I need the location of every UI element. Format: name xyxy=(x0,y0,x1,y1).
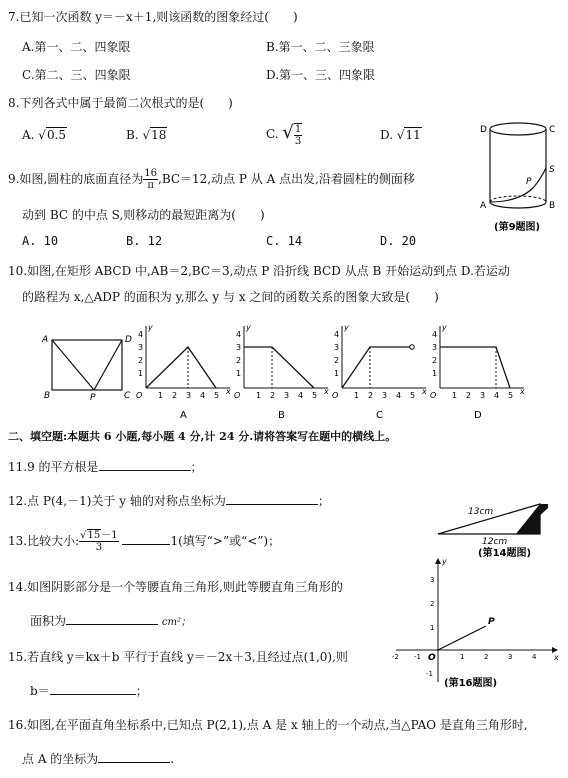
graph-c-y-label: y xyxy=(344,323,349,332)
graph-a-tick-x5: 5 xyxy=(214,391,220,400)
q12-answer-blank[interactable] xyxy=(226,492,318,505)
fig9-caption: (第9题图) xyxy=(494,222,541,233)
q7-option-b: B.第一、二、三象限 xyxy=(266,40,375,54)
fig16-caption: (第16题图) xyxy=(444,678,498,689)
fig16-tick-y2: 2 xyxy=(430,600,435,608)
graph-c-x-label: x xyxy=(422,387,427,396)
graph-a-x-label: x xyxy=(226,387,231,396)
graph-d-tick-x3: 3 xyxy=(480,391,486,400)
graph-d-tick-y1: 1 xyxy=(432,369,438,378)
q9-line2: 动到 BC 的中点 S,则移动的最短距离为( ) xyxy=(22,208,265,222)
rect-label-d: D xyxy=(125,335,132,345)
q8-stem: 8.下列各式中属于最简二次根式的是( ) xyxy=(8,96,233,110)
q9-option-c: C. 14 xyxy=(266,234,303,248)
fig16-tick-xm1: -1 xyxy=(414,653,421,661)
graph-a-tick-x4: 4 xyxy=(200,391,206,400)
graph-b-tick-x2: 2 xyxy=(270,391,276,400)
q8-option-c: C. √ $\frac{1}{3}$ xyxy=(266,122,302,147)
graph-c-letter: C xyxy=(376,410,383,421)
fig16-tick-y1: 1 xyxy=(430,624,435,632)
q10-graph-d xyxy=(432,322,528,420)
cylinder-label-s: S xyxy=(549,165,555,175)
q15-tail: ； xyxy=(135,684,148,698)
graph-b-tick-y4: 4 xyxy=(236,330,242,339)
graph-d-line xyxy=(440,347,510,388)
graph-b-tick-y1: 1 xyxy=(236,369,242,378)
q16-line2-text: 点 A 的坐标为 xyxy=(22,752,99,766)
cylinder-label-c: C xyxy=(549,125,556,135)
graph-a-tick-x1: 1 xyxy=(158,391,164,400)
q13-pre: 13.比较大小: xyxy=(8,534,80,548)
q12-tail: ； xyxy=(317,494,330,508)
graph-c-tick-x3: 3 xyxy=(382,391,388,400)
graph-d-letter: D xyxy=(474,410,482,421)
q7-option-d: D.第一、三、四象限 xyxy=(266,68,376,82)
fig16-point-p: P xyxy=(488,617,495,627)
q9-option-a: A. 10 xyxy=(22,234,59,248)
graph-c-tick-x1: 1 xyxy=(354,391,360,400)
fig16-origin: O xyxy=(428,653,436,663)
q13-num-radicand: 15 xyxy=(87,530,101,541)
cylinder-label-d: D xyxy=(480,125,487,135)
graph-a-tick-y1: 1 xyxy=(138,369,144,378)
fig16-tick-y3: 3 xyxy=(430,576,435,584)
rect-label-p: P xyxy=(90,393,96,403)
q15-answer-blank[interactable] xyxy=(50,682,136,695)
graph-a-line xyxy=(146,347,216,388)
graph-a-letter: A xyxy=(180,410,187,421)
graph-b-tick-x3: 3 xyxy=(284,391,290,400)
graph-b-origin: O xyxy=(234,391,241,400)
graph-d-y-label: y xyxy=(442,323,447,332)
graph-a-tick-y2: 2 xyxy=(138,356,144,365)
section-2-header: 二、填空题:本题共 6 小题,每小题 4 分,计 24 分.请将答案写在题中的横线上。 xyxy=(8,430,397,443)
q9-stem xyxy=(8,168,415,191)
q10-graph-c xyxy=(334,322,430,420)
q13-den: 3 xyxy=(95,542,103,553)
fig14-bottom-label: 12cm xyxy=(482,537,508,547)
q8-option-c-den: 3 xyxy=(294,135,302,147)
fig16-tick-ym1: -1 xyxy=(426,670,433,678)
q11-text: 11.9 的平方根是 xyxy=(8,460,99,474)
graph-a-y-label: y xyxy=(148,323,153,332)
q8-option-a-label: A. xyxy=(22,128,35,142)
graph-c-tick-y2: 2 xyxy=(334,356,340,365)
graph-c-tick-x5: 5 xyxy=(410,391,416,400)
q11 xyxy=(8,458,203,475)
fig16-tick-x3: 3 xyxy=(508,653,513,661)
graph-c-tick-x2: 2 xyxy=(368,391,374,400)
q9-stem-post: ,BC＝12,动点 P 从 A 点出发,沿着圆柱的侧面移 xyxy=(158,172,415,186)
q8-option-d-radicand: 11 xyxy=(405,128,421,142)
q8-option-a-radicand: 0.5 xyxy=(46,128,67,142)
graph-b-tick-y3: 3 xyxy=(236,343,242,352)
q9-option-d: D. 20 xyxy=(380,234,417,248)
fig16-segment-op xyxy=(438,626,486,650)
q13-answer-blank[interactable] xyxy=(122,532,170,545)
graph-b-tick-y2: 2 xyxy=(236,356,242,365)
q15-line1: 15.若直线 y＝kx＋b 平行于直线 y＝－2x＋3,且经过点(1,0),则 xyxy=(8,650,348,664)
q16-tail: . xyxy=(170,752,175,766)
q8-option-b-radicand: 18 xyxy=(151,128,167,142)
q8-option-c-label: C. xyxy=(266,127,279,141)
graph-d-tick-y3: 3 xyxy=(432,343,438,352)
fig14-triangle-figure xyxy=(432,496,552,560)
graph-d-tick-x5: 5 xyxy=(508,391,514,400)
cylinder-label-b: B xyxy=(549,201,556,211)
q7-stem: 7.已知一次函数 y＝－x＋1,则该函数的图象经过( ) xyxy=(8,10,298,24)
cylinder-label-a: A xyxy=(480,201,487,211)
graph-b-y-label: y xyxy=(246,323,251,332)
q16-answer-blank[interactable] xyxy=(98,750,170,763)
q7-option-c: C.第二、三、四象限 xyxy=(22,68,131,82)
q8-option-c-num: 1 xyxy=(294,123,302,135)
graph-d-tick-y2: 2 xyxy=(432,356,438,365)
q14-line2 xyxy=(30,612,191,629)
graph-a-tick-x2: 2 xyxy=(172,391,178,400)
fig16-tick-xm2: -2 xyxy=(392,653,399,661)
q15-line2 xyxy=(30,682,148,699)
q14-answer-blank[interactable] xyxy=(66,612,158,625)
q8-option-d-label: D. xyxy=(380,128,394,142)
q12 xyxy=(8,492,330,509)
q8-option-b-label: B. xyxy=(126,128,139,142)
graph-d-tick-x1: 1 xyxy=(452,391,458,400)
graph-a-origin: O xyxy=(136,391,143,400)
graph-d-origin: O xyxy=(430,391,437,400)
q10-graph-a xyxy=(138,322,234,420)
q9-option-b: B. 12 xyxy=(126,234,163,248)
graph-c-tick-y1: 1 xyxy=(334,369,340,378)
cylinder-label-p: P xyxy=(526,177,532,187)
graph-c-tick-y4: 4 xyxy=(334,330,340,339)
fig16-tick-x1: 1 xyxy=(460,653,465,661)
q16-line1: 16.如图,在平面直角坐标系中,已知点 P(2,1),点 A 是 x 轴上的一个动点,当△PAO 是直角三角形时, xyxy=(8,718,528,732)
rect-label-c: C xyxy=(124,391,131,401)
graph-b-tick-x5: 5 xyxy=(312,391,318,400)
graph-d-tick-x4: 4 xyxy=(494,391,500,400)
q10-rectangle-figure xyxy=(42,332,132,412)
q12-text: 12.点 P(4,－1)关于 y 轴的对称点坐标为 xyxy=(8,494,226,508)
graph-a-tick-x3: 3 xyxy=(186,391,192,400)
q9-frac-den: π xyxy=(147,180,154,191)
graph-b-letter: B xyxy=(278,410,285,421)
q8-option-a: A. √0.5 xyxy=(22,128,67,142)
q11-tail: ； xyxy=(190,460,203,474)
q8-option-b: B. √18 xyxy=(126,128,167,142)
graph-c-tick-y3: 3 xyxy=(334,343,340,352)
graph-c-line xyxy=(342,347,412,388)
graph-a-tick-y3: 3 xyxy=(138,343,144,352)
q7-option-a: A.第一、二、四象限 xyxy=(22,40,131,54)
q9-stem-pre: 9.如图,圆柱的底面直径为 xyxy=(8,172,144,186)
fig14-caption: (第14题图) xyxy=(478,548,532,559)
graph-b-tick-x4: 4 xyxy=(298,391,304,400)
graph-d-tick-y4: 4 xyxy=(432,330,438,339)
fig16-tick-x2: 2 xyxy=(484,653,489,661)
fig16-tick-x4: 4 xyxy=(532,653,537,661)
rect-label-a: A xyxy=(42,335,49,345)
q14-unit: cm²； xyxy=(161,617,191,628)
graph-d-x-label: x xyxy=(520,387,525,396)
graph-c-origin: O xyxy=(332,391,339,400)
q13-num-rest: －1 xyxy=(101,530,118,541)
graph-b-tick-x1: 1 xyxy=(256,391,262,400)
graph-b-line xyxy=(244,347,314,388)
q14-line1: 14.如图阴影部分是一个等腰直角三角形,则此等腰直角三角形的 xyxy=(8,580,343,594)
rect-label-b: B xyxy=(44,391,51,401)
q16-line2 xyxy=(22,750,174,767)
fig14-top-label: 13cm xyxy=(468,507,494,517)
q13: 13.比较大小: $\frac{√15-1}{3}$ 1(填写“>”或“<”)； xyxy=(8,530,281,553)
graph-b-x-label: x xyxy=(324,387,329,396)
fig16-x-label: x xyxy=(554,653,559,662)
graph-d-tick-x2: 2 xyxy=(466,391,472,400)
q14-line2-text: 面积为 xyxy=(30,614,67,628)
fig16-coordinate-figure xyxy=(392,558,560,688)
q11-answer-blank[interactable] xyxy=(99,458,191,471)
fig16-y-label: y xyxy=(442,557,447,566)
q10-line2: 的路程为 x,△ADP 的面积为 y,那么 y 与 x 之间的函数关系的图象大致是( ) xyxy=(22,290,439,304)
cylinder-figure xyxy=(478,118,560,238)
q10-graph-b xyxy=(236,322,332,420)
graph-c-tick-x4: 4 xyxy=(396,391,402,400)
q9-frac-num: 16 xyxy=(144,168,157,179)
q13-post: 1(填写“>”或“<”)； xyxy=(170,534,281,548)
q10-line1: 10.如图,在矩形 ABCD 中,AB＝2,BC＝3,动点 P 沿折线 BCD 从点 B 开始运动到点 D.若运动 xyxy=(8,264,510,278)
q15-line2-text: b＝ xyxy=(30,684,50,698)
q8-option-d: D. √11 xyxy=(380,128,421,142)
graph-a-tick-y4: 4 xyxy=(138,330,144,339)
